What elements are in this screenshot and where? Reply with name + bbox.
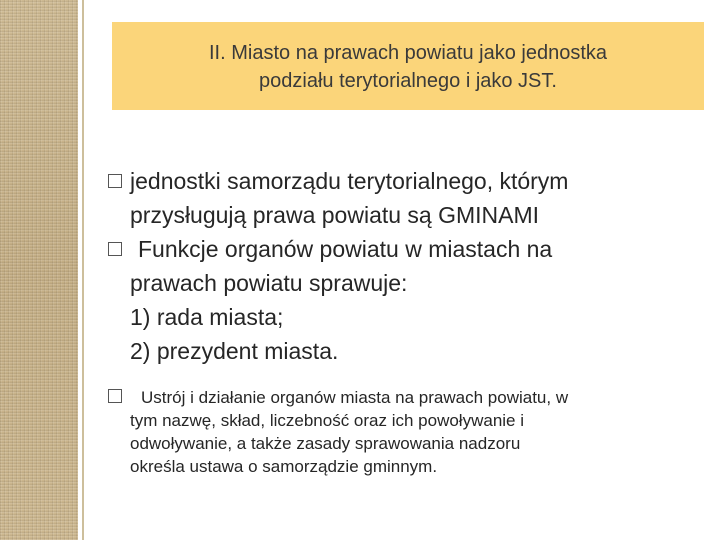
- slide-title-line-2: podziału terytorialnego i jako JST.: [259, 70, 557, 92]
- bullet-line: określa ustawa o samorządzie gminnym.: [130, 457, 438, 476]
- bullet-item: [108, 232, 708, 368]
- numbered-item: 2) prezydent miasta.: [130, 338, 339, 364]
- bullet-line: odwoływanie, a także zasady sprawowania nadzoru: [130, 434, 521, 453]
- bullet-box-icon: [108, 232, 122, 266]
- bullet-item: [108, 386, 708, 478]
- decorative-texture-strip: [0, 0, 78, 540]
- numbered-item: 1) rada miasta;: [130, 304, 284, 330]
- slide-title: [209, 37, 607, 95]
- bullet-line: Ustrój i działanie organów miasta na prawach powiatu, w: [141, 388, 569, 407]
- decorative-divider: [82, 0, 84, 540]
- bullet-line: prawach powiatu sprawuje:: [130, 270, 408, 296]
- slide-title-line-1: II. Miasto na prawach powiatu jako jednostka: [209, 42, 607, 64]
- bullet-line: Funkcje organów powiatu w miastach na: [138, 236, 553, 262]
- bullet-box-icon: [108, 385, 122, 408]
- bullet-line: jednostki samorządu terytorialnego, którym: [130, 168, 569, 194]
- slide-title-box: [112, 22, 704, 110]
- slide-body: [108, 164, 708, 478]
- bullet-line: przysługują prawa powiatu są GMINAMI: [130, 202, 540, 228]
- bullet-box-icon: [108, 164, 122, 198]
- bullet-line: tym nazwę, skład, liczebność oraz ich powoływanie i: [130, 411, 525, 430]
- bullet-item: [108, 164, 708, 232]
